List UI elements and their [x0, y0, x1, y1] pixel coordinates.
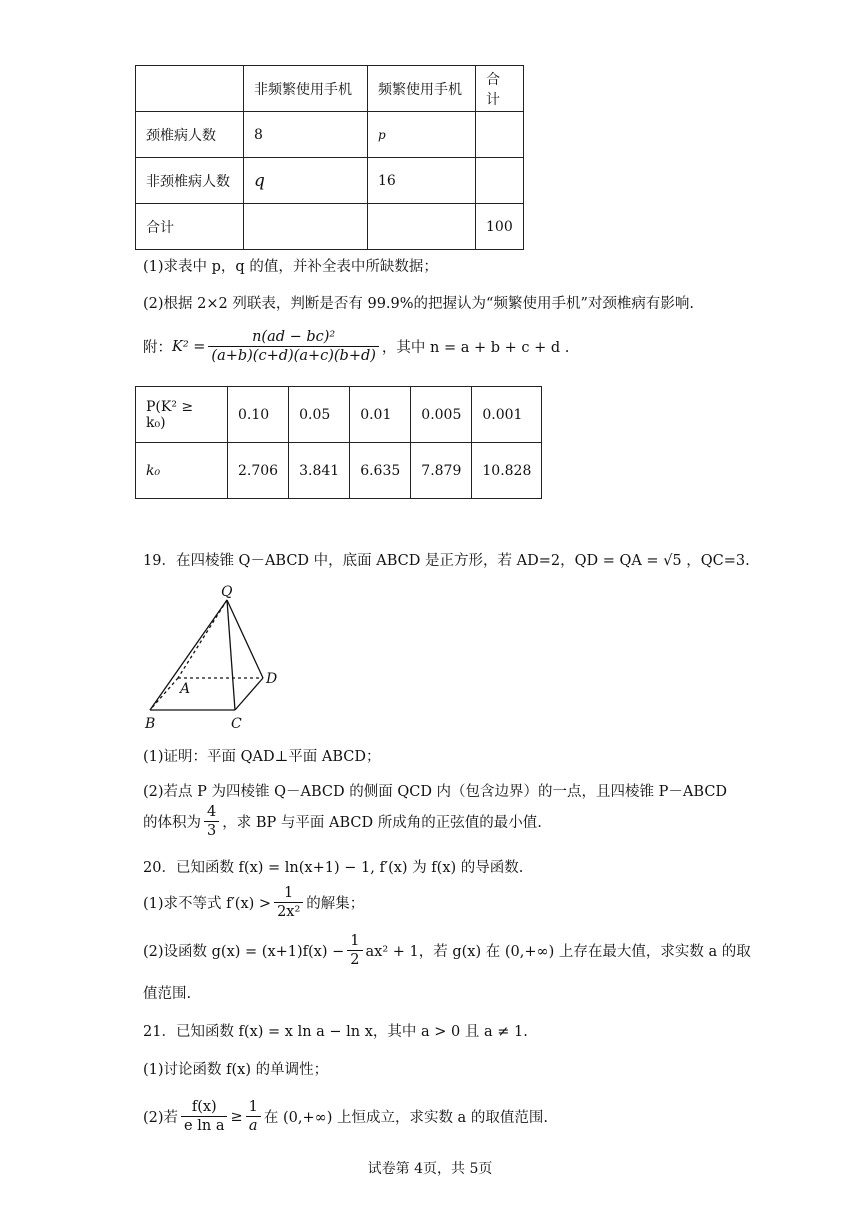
- fraction-denominator: 3: [207, 823, 217, 839]
- table-cell: 0.10: [228, 387, 289, 443]
- fraction-numerator: 1: [246, 1098, 261, 1117]
- table-cell: 合计: [476, 66, 524, 112]
- fraction-denominator: a: [248, 1118, 258, 1134]
- table-cell: [368, 204, 476, 250]
- q20-text: 的解集；: [306, 896, 365, 912]
- table-cell: 16: [368, 158, 476, 204]
- table-cell: 3.841: [289, 443, 350, 499]
- q19-text: 的体积为: [143, 815, 201, 831]
- half-fraction: [347, 932, 362, 969]
- q21-part2: [143, 1098, 548, 1135]
- table-cell: [476, 158, 524, 204]
- table-cell: 颈椎病人数: [136, 112, 244, 158]
- q20-part1: [143, 884, 364, 921]
- fraction-numerator: 4: [204, 803, 219, 822]
- table-cell: 0.001: [472, 387, 542, 443]
- table-cell: [244, 204, 368, 250]
- q19-stem: 19．在四棱锥 Q－ABCD 中，底面 ABCD 是正方形，若 AD=2，QD = QA = √5 ，QC=3.: [143, 553, 750, 569]
- q19-part2: (2)若点 P 为四棱锥 Q－ABCD 的侧面 QCD 内（包含边界）的一点，且四棱锥 P－ABCD: [143, 784, 728, 800]
- page-footer: 试卷第 4页，共 5页: [367, 1161, 493, 1177]
- table-cell: 0.05: [289, 387, 350, 443]
- formula-lhs: K² =: [172, 338, 206, 355]
- vertex-label-d: D: [266, 671, 278, 687]
- q19-part2-cont: [143, 803, 542, 840]
- vertex-label-a: A: [180, 681, 191, 697]
- table-cell: [136, 66, 244, 112]
- table-row: [136, 204, 524, 250]
- table-cell: 0.005: [411, 387, 472, 443]
- vertex-label-c: C: [231, 716, 242, 732]
- table-row: [136, 387, 542, 443]
- table-cell: 0.01: [350, 387, 411, 443]
- fraction-numerator: 1: [347, 932, 362, 951]
- q18-part2: (2)根据 2×2 列联表，判断是否有 99.9%的把握认为“频繁使用手机”对颈椎病有影响.: [143, 296, 694, 312]
- formula-denominator: (a+b)(c+d)(a+c)(b+d): [211, 348, 376, 364]
- q20-stem: 20．已知函数 f(x) = ln(x+1) − 1, f′(x) 为 f(x) 的导函数.: [143, 860, 524, 876]
- appendix-label: 附：: [143, 340, 172, 356]
- fraction-numerator: 1: [274, 884, 303, 903]
- table-row: [136, 443, 542, 499]
- table-cell: 合计: [136, 204, 244, 250]
- chi-square-fraction: [208, 328, 379, 365]
- q20-part2-cont: 值范围.: [143, 986, 192, 1002]
- formula-tail: ，其中 n = a + b + c + d .: [381, 340, 570, 356]
- q21-text: 在 (0,+∞) 上恒成立，求实数 a 的取值范围.: [263, 1110, 548, 1126]
- table-row: [136, 112, 524, 158]
- table-cell: [476, 112, 524, 158]
- q21-part1: (1)讨论函数 f(x) 的单调性；: [143, 1062, 329, 1078]
- table-cell: p: [368, 112, 476, 158]
- q20-part2: [143, 932, 751, 969]
- q21-stem: 21．已知函数 f(x) = x ln a − ln x，其中 a > 0 且 a ≠ 1.: [143, 1024, 528, 1040]
- table-cell: 10.828: [472, 443, 542, 499]
- volume-fraction: [204, 803, 219, 840]
- inequality-fraction: [274, 884, 303, 921]
- q20-text: (2)设函数 g(x) = (x+1)f(x) −: [143, 944, 345, 960]
- vertex-label-b: B: [145, 716, 156, 732]
- table-cell: 非颈椎病人数: [136, 158, 244, 204]
- ge-symbol: ≥: [230, 1108, 243, 1125]
- appendix-formula: [143, 328, 569, 365]
- table-cell: 6.635: [350, 443, 411, 499]
- fraction-denominator: 2x²: [277, 904, 301, 920]
- rhs-fraction: [246, 1098, 261, 1135]
- critical-value-table: [135, 386, 542, 499]
- table-cell: P(K² ≥ k₀): [136, 387, 228, 443]
- table-cell: 7.879: [411, 443, 472, 499]
- table-cell: q: [244, 158, 368, 204]
- table-header-row: [136, 66, 524, 112]
- fraction-numerator: f(x): [181, 1098, 227, 1117]
- q21-text: (2)若: [143, 1110, 179, 1126]
- q18-part1: (1)求表中 p，q 的值，并补全表中所缺数据；: [143, 259, 438, 275]
- q20-text: ax² + 1，若 g(x) 在 (0,+∞) 上存在最大值，求实数 a 的取: [365, 944, 751, 960]
- contingency-table: [135, 65, 524, 250]
- formula-numerator: n(ad − bc)²: [208, 328, 379, 347]
- table-cell: 8: [244, 112, 368, 158]
- fraction-denominator: e ln a: [184, 1118, 225, 1134]
- lhs-fraction: [181, 1098, 227, 1135]
- pyramid-figure: [135, 580, 295, 735]
- table-cell: 非频繁使用手机: [244, 66, 368, 112]
- q19-text: ，求 BP 与平面 ABCD 所成角的正弦值的最小值.: [222, 815, 542, 831]
- table-cell: 100: [476, 204, 524, 250]
- table-cell: 频繁使用手机: [368, 66, 476, 112]
- q20-text: (1)求不等式 f′(x) >: [143, 896, 272, 912]
- table-cell: 2.706: [228, 443, 289, 499]
- table-cell: k₀: [136, 443, 228, 499]
- q19-part1: (1)证明：平面 QAD⊥平面 ABCD；: [143, 749, 381, 765]
- vertex-label-q: Q: [221, 584, 233, 600]
- table-row: [136, 158, 524, 204]
- fraction-denominator: 2: [350, 952, 360, 968]
